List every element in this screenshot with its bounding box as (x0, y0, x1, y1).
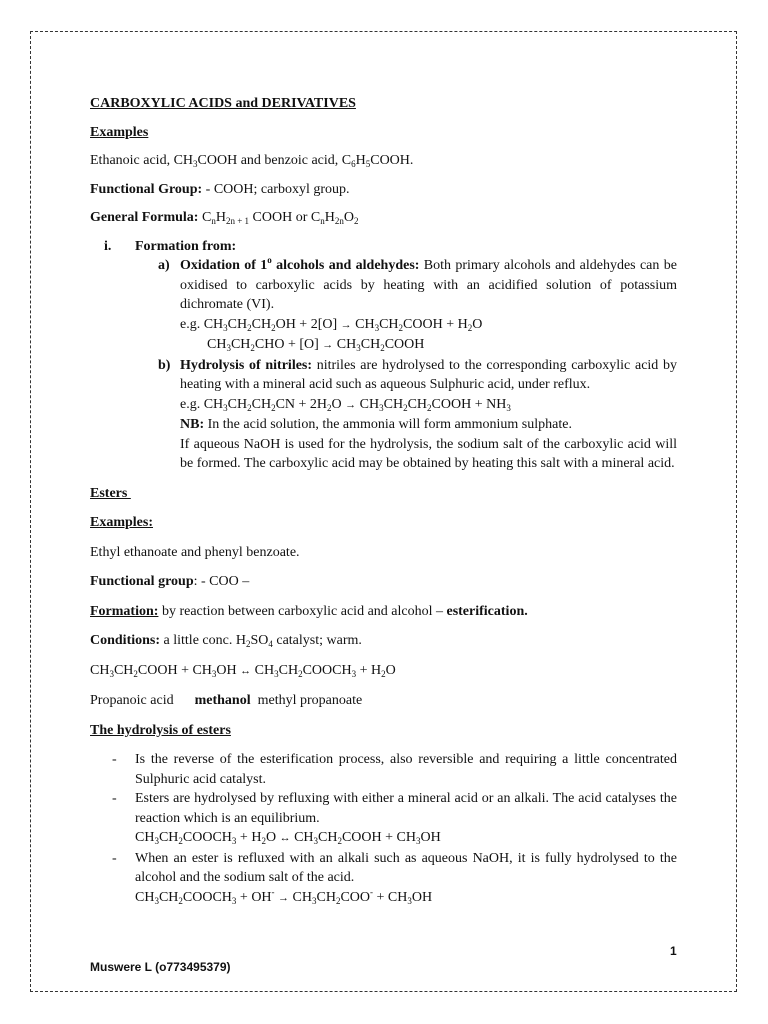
hydrolysis-equation-acid: $CH_3CH_2COOCH_3 + H_2O$ ↔ $CH_3CH_2COOH + CH_3OH$ (135, 830, 441, 846)
esters-conditions: Conditions: a little conc. $H_2SO_4$ catalyst; warm. (90, 633, 362, 649)
esters-examples-text: Ethyl ethanoate and phenyl benzoate. (90, 544, 300, 560)
esterification-equation: $CH_3CH_2COOH + CH_3OH$ ↔ $CH_3CH_2COOCH_3 + H_2O$ (90, 662, 396, 679)
esters-formation: Formation: by reaction between carboxylic acid and alcohol – esterification. (90, 603, 528, 619)
naoh-note: If aqueous NaOH is used for the hydrolysis, the sodium salt of the carboxylic acid will be formed. The carboxylic acid may be obtained by heating this salt with a mineral acid. (180, 436, 677, 471)
nitrile-item: b) Hydrolysis of nitriles: nitriles are hydrolysed to the corresponding carboxylic acid by heating with a mineral acid such as aqueous Sulphuric acid, under reflux. (158, 357, 677, 392)
footer-author: Muswere L (o773495379) (90, 960, 231, 974)
esters-functional-group: Functional group: - COO – (90, 574, 250, 589)
list-item: - Is the reverse of the esterification process, also reversible and requiring a little concentrated Sulphuric acid catalyst. (112, 752, 677, 787)
esterification-names: Propanoic acid methanol methyl propanoate (90, 693, 363, 708)
nitrile-text: nitriles are hydrolysed to the corresponding carboxylic acid by heating with a mineral acid such as aqueous Sulphuric acid, under reflux. (180, 357, 677, 392)
list-item: - Esters are hydrolysed by refluxing with either a mineral acid or an alkali. The acid catalyses the reaction which is an equilibrium. (112, 791, 677, 826)
document-body (90, 94, 677, 908)
formation-marker: i. (104, 238, 112, 254)
oxidation-text: Both primary alcohols and aldehydes can be oxidised to carboxylic acids by heating with an acidified solution of potassium dichromate (VI). (180, 258, 677, 312)
oxidation-equation-1: e.g. $CH_3CH_2CH_2OH + 2[O]$ → $CH_3CH_2COOH + H_2O$ (180, 316, 483, 333)
nitrile-equation: e.g. $CH_3CH_2CH_2CN + 2H_2O$ → $CH_3CH_2CH_2COOH + NH_3$ (180, 396, 511, 413)
esters-examples-heading: Examples: (90, 515, 153, 530)
esters-heading: Esters (90, 485, 131, 501)
hydrolysis-equation-alkali: $CH_3CH_2COOCH_3 + OH^- \to CH_3CH_2COO^- + CH_3OH$ (135, 886, 433, 906)
formation-item (90, 237, 677, 257)
oxidation-equation-2: $CH_3CH_2CHO + [O]$ → $CH_3CH_2COOH$ (207, 337, 425, 353)
page-title: CARBOXYLIC ACIDS and DERIVATIVES (90, 96, 356, 111)
general-formula-line: General Formula: $C_nH_{2n + 1}$ COOH or $C_nH_{2n}O_2$ (90, 210, 359, 226)
hydrolysis-heading: The hydrolysis of esters (90, 722, 231, 738)
list-item: - When an ester is refluxed with an alkali such as aqueous NaOH, it is fully hydrolysed to the alcohol and the sodium salt of the acid. (112, 850, 677, 885)
page-number: 1 (670, 944, 677, 958)
examples-heading: Examples (90, 124, 149, 140)
nb-note: NB: In the acid solution, the ammonia will form ammonium sulphate. (180, 417, 572, 432)
functional-group-line: Functional Group: - COOH; carboxyl group. (90, 181, 350, 197)
formation-label: Formation from: (135, 238, 237, 254)
oxidation-item: a) Oxidation of 1$^o$ alcohols and aldehydes: Both primary alcohols and aldehydes can be oxidised to carboxylic acids by heating with an acidified solution of potassium dichromate (VI). (158, 255, 677, 312)
examples-text: Ethanoic acid, $CH_3COOH$ and benzoic acid, $C_6H_5COOH$. (90, 153, 414, 169)
